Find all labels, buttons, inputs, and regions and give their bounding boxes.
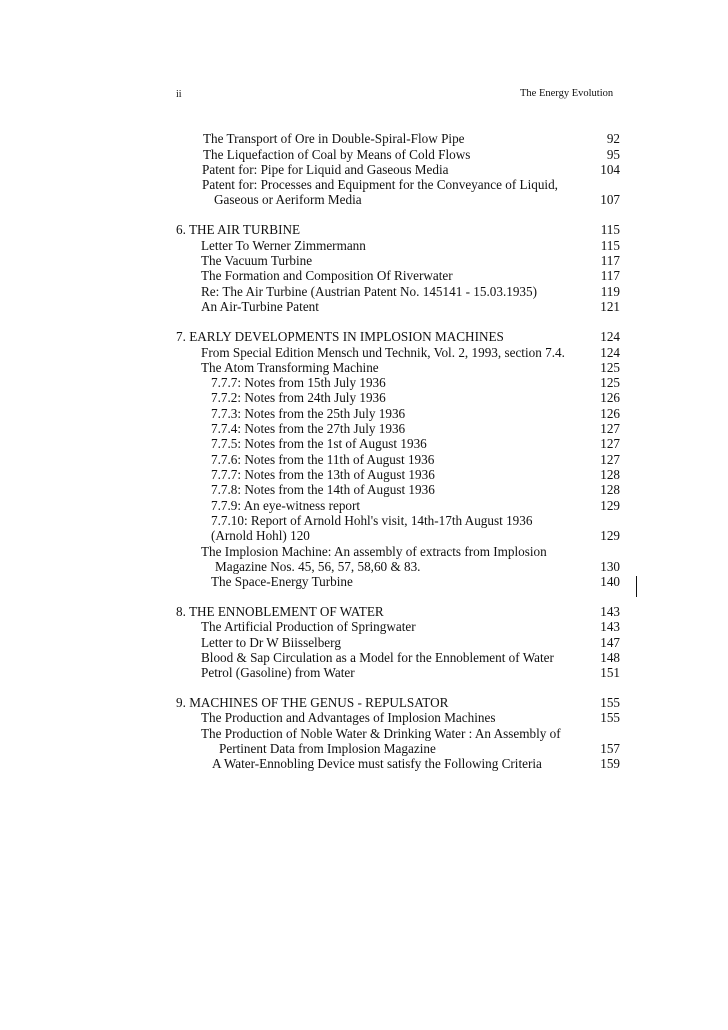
toc-entry-text: A Water-Ennobling Device must satisfy the Following Criteria [212,756,542,771]
toc-entry-text: The Liquefaction of Coal by Means of Cold Flows [203,147,471,162]
toc-entry-page: 155 [600,710,620,725]
toc-entry-text: The Production of Noble Water & Drinking Water : An Assembly of [201,726,561,741]
toc-entry-page: 115 [600,222,620,237]
toc-entry-text: The Artificial Production of Springwater [201,619,416,634]
toc-entry-page: 157 [600,741,620,756]
toc-entry-text: The Vacuum Turbine [201,253,313,268]
toc-entry-page: 115 [600,238,620,253]
toc-entry-page: 125 [600,375,620,390]
toc-entry-page: 127 [600,436,620,451]
toc-entry-page: 129 [600,528,620,543]
page-number: ii [176,89,182,100]
toc-entry-text: The Production and Advantages of Implosion Machines [201,710,496,725]
toc-entry-page: 125 [600,360,620,375]
toc-entry-text: 7.7.4: Notes from the 27th July 1936 [211,421,406,436]
toc-entry-text: The Space-Energy Turbine [211,574,353,589]
toc-entry-page: 128 [600,467,620,482]
toc-entry-page: 159 [600,756,620,771]
toc-entry-text: 7.7.10: Report of Arnold Hohl's visit, 14th-17th August 1936 [211,513,533,528]
toc-entry-text: Re: The Air Turbine (Austrian Patent No. 145141 - 15.03.1935) [201,284,538,299]
toc-entry-text: Patent for: Processes and Equipment for the Conveyance of Liquid, [202,177,558,192]
toc-entry-page: 124 [600,345,620,360]
toc-entry-text: Patent for: Pipe for Liquid and Gaseous Media [202,162,449,177]
toc-entry-text: 7. EARLY DEVELOPMENTS IN IMPLOSION MACHINES [176,329,504,344]
toc-entry-text: 7.7.2: Notes from 24th July 1936 [211,390,386,405]
change-bar [636,576,637,597]
toc-entry-page: 121 [600,299,620,314]
toc-entry-page: 143 [600,619,620,634]
running-title: The Energy Evolution [520,88,614,99]
toc-entry-text: The Atom Transforming Machine [201,360,379,375]
toc-entry-text: (Arnold Hohl) 120 [211,528,310,543]
toc-entry-page: 92 [606,131,620,146]
toc-entry-page: 126 [600,406,620,421]
toc-entry-page: 140 [600,574,620,589]
toc-entry-page: 95 [606,147,620,162]
toc-entry-text: 9. MACHINES OF THE GENUS - REPULSATOR [176,695,449,710]
toc-entry-text: An Air-Turbine Patent [201,299,319,314]
toc-entry-page: 147 [600,635,620,650]
toc-entry-page: 155 [600,695,620,710]
toc-entry-page: 107 [600,192,620,207]
toc-entry-page: 129 [600,498,620,513]
toc-entry-page: 148 [600,650,620,665]
toc-entry-text: Letter to Dr W Biisselberg [201,635,341,650]
toc-entry-text: Letter To Werner Zimmermann [201,238,366,253]
toc-entry-page: 143 [600,604,620,619]
toc-entry-text: The Transport of Ore in Double-Spiral-Flow Pipe [203,131,465,146]
toc-entry-page: 117 [600,253,620,268]
toc-entry-page: 128 [600,482,620,497]
toc-entry-page: 127 [600,452,620,467]
toc-entry-text: 7.7.6: Notes from the 11th of August 1936 [211,452,435,467]
toc-entry-page: 127 [600,421,620,436]
toc-entry-page: 124 [600,329,620,344]
toc-entry-text: Magazine Nos. 45, 56, 57, 58,60 & 83. [215,559,421,574]
toc-entry-text: From Special Edition Mensch und Technik, Vol. 2, 1993, section 7.4. [201,345,565,360]
toc-entry-text: 7.7.7: Notes from 15th July 1936 [211,375,386,390]
toc-entry-text: 7.7.8: Notes from the 14th of August 1936 [211,482,435,497]
toc-entry-text: 7.7.5: Notes from the 1st of August 1936 [211,436,427,451]
toc-entry-text: Gaseous or Aeriform Media [214,192,362,207]
toc-entry-text: 8. THE ENNOBLEMENT OF WATER [176,604,384,619]
toc-entry-text: Pertinent Data from Implosion Magazine [219,741,436,756]
toc-entry-text: Blood & Sap Circulation as a Model for the Ennoblement of Water [201,650,554,665]
toc-entry-text: 7.7.3: Notes from the 25th July 1936 [211,406,406,421]
toc-entry-text: 7.7.9: An eye-witness report [211,498,361,513]
toc-entry-page: 117 [600,268,620,283]
toc-entry-text: 6. THE AIR TURBINE [176,222,301,237]
toc-entry-text: The Implosion Machine: An assembly of extracts from Implosion [201,544,547,559]
toc-entry-page: 151 [600,665,620,680]
toc-entry-text: Petrol (Gasoline) from Water [201,665,355,680]
toc-entry-page: 126 [600,390,620,405]
toc-entry-text: The Formation and Composition Of Riverwater [201,268,453,283]
toc-entry-text: 7.7.7: Notes from the 13th of August 1936 [211,467,435,482]
toc-entry-page: 104 [600,162,620,177]
toc-entry-page: 130 [600,559,620,574]
toc-entry-page: 119 [600,284,620,299]
